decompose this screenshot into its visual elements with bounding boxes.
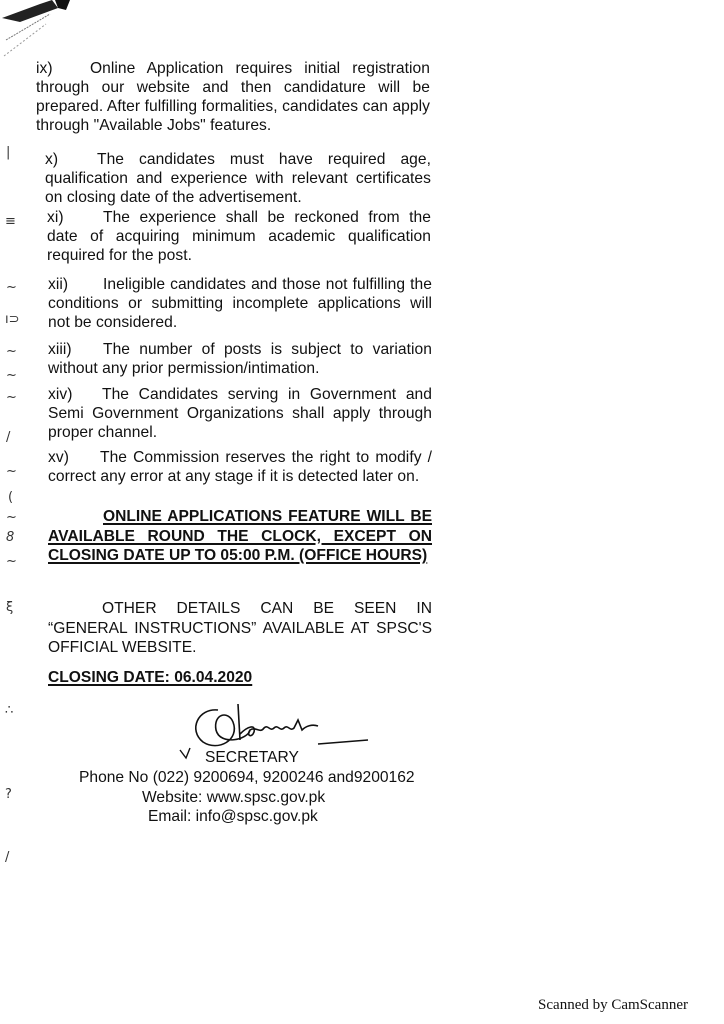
- clause-xiii: [48, 340, 432, 378]
- margin-mark: ~: [6, 510, 17, 525]
- margin-mark: 8: [6, 530, 15, 545]
- clause-xii: [48, 275, 432, 332]
- online-application-notice: ONLINE APPLICATIONS FEATURE WILL BE AVAILABLE ROUND THE CLOCK, EXCEPT ON CLOSING DATE UP TO 05:00 P.M. (OFFICE HOURS): [48, 508, 432, 564]
- clause-x: [45, 150, 431, 207]
- clause-text: The Commission reserves the right to modify / correct any error at any stage if it is detected later on.: [48, 449, 432, 485]
- email-text: Email: info@spsc.gov.pk: [148, 808, 318, 825]
- margin-mark: ı⊃: [5, 312, 20, 327]
- clause-text: Online Application requires initial registration through our website and then candidature will be prepared. After fulfilling formalities, candidates can apply through "Available Jobs" features.: [36, 60, 430, 134]
- other-details-text: OTHER DETAILS CAN BE SEEN IN “GENERAL INSTRUCTIONS” AVAILABLE AT SPSC'S OFFICIAL WEBSITE.: [48, 600, 432, 656]
- clause-xv: [48, 448, 432, 486]
- closing-date: CLOSING DATE: 06.04.2020: [48, 669, 253, 686]
- clause-text: The number of posts is subject to variation without any prior permission/intimation.: [48, 341, 432, 377]
- clause-number: xiv): [48, 386, 73, 403]
- camscanner-watermark: Scanned by CamScanner: [538, 997, 688, 1013]
- clause-ix: [36, 59, 430, 135]
- clause-number: xiii): [48, 341, 72, 358]
- margin-mark: ξ: [6, 600, 14, 615]
- clause-number: xi): [47, 209, 64, 226]
- margin-mark: (: [8, 490, 14, 505]
- margin-mark: ~: [6, 554, 17, 569]
- margin-mark: ∴: [5, 703, 14, 718]
- clause-text: The candidates must have required age, qualification and experience with relevant certificates on closing date of the advertisement.: [45, 151, 431, 206]
- margin-mark: /: [6, 430, 11, 445]
- clause-xi: [47, 208, 431, 265]
- phone-numbers: Phone No (022) 9200694, 9200246 and9200162: [79, 769, 415, 786]
- clause-text: Ineligible candidates and those not fulfilling the conditions or submitting incomplete applications will not be considered.: [48, 276, 432, 331]
- clause-number: xv): [48, 449, 69, 466]
- clause-number: ix): [36, 60, 53, 77]
- margin-mark: ?: [5, 787, 12, 802]
- margin-mark: ~: [6, 344, 17, 359]
- signatory-title: SECRETARY: [205, 749, 299, 766]
- margin-mark: ~: [6, 280, 17, 295]
- website-text: Website: www.spsc.gov.pk: [142, 789, 326, 806]
- clause-text: The Candidates serving in Government and Semi Government Organizations shall apply through proper channel.: [48, 386, 432, 441]
- clause-xiv: [48, 385, 432, 442]
- margin-mark: |: [6, 145, 11, 160]
- margin-mark: ~: [6, 464, 17, 479]
- clause-number: xii): [48, 276, 69, 293]
- margin-mark: ~: [6, 390, 17, 405]
- margin-mark: ≡: [5, 214, 16, 229]
- margin-mark: /: [5, 850, 10, 865]
- clause-number: x): [45, 151, 59, 168]
- clause-text: The experience shall be reckoned from the date of acquiring minimum academic qualification required for the post.: [47, 209, 431, 264]
- margin-mark: ~: [6, 368, 17, 383]
